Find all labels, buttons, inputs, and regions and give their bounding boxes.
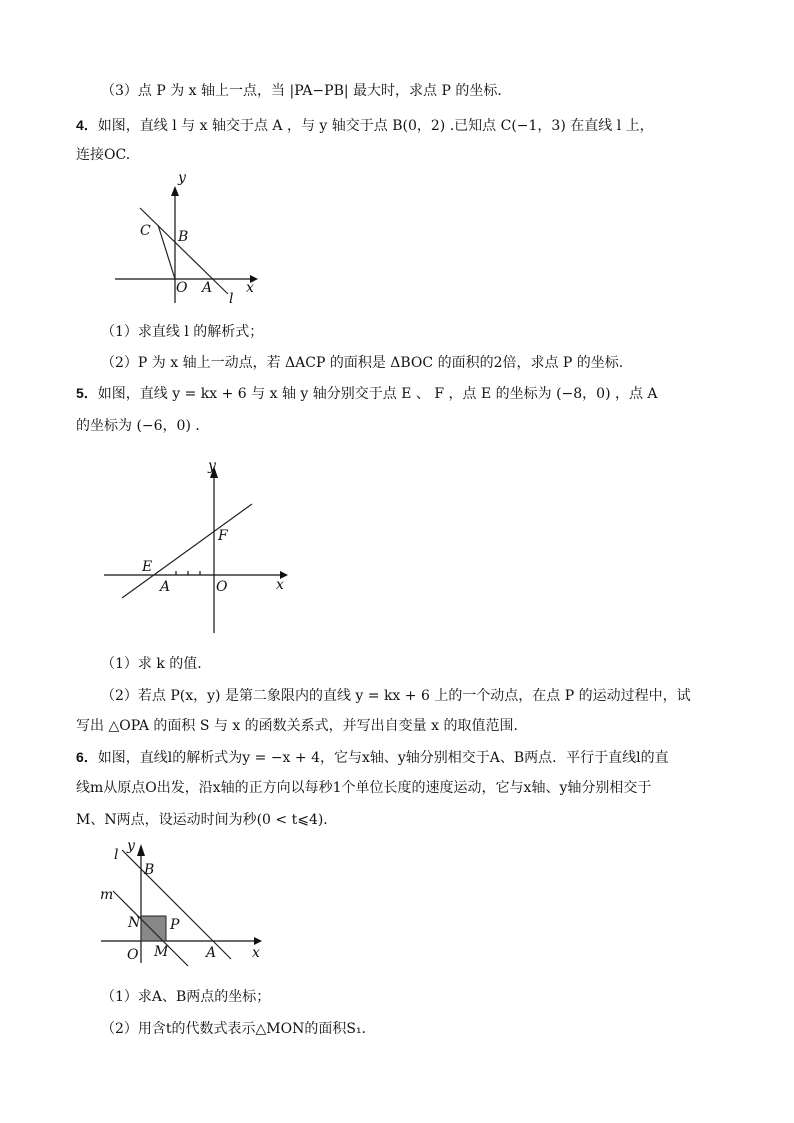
q5-label-a: A (160, 579, 171, 595)
q6-label-b: B (144, 862, 155, 878)
q5-figure (100, 458, 300, 638)
q6-stem-line3: M、N两点，设运动时间为秒(0 < t⩽4)． (76, 812, 338, 828)
q4-label-l: l (229, 291, 234, 307)
q5-label-f: F (218, 528, 228, 544)
q4-part1: （1）求直线 l 的解析式； (101, 324, 264, 340)
q4-stem-text1: 如图，直线 l 与 x 轴交于点 A ，与 y 轴交于点 B(0，2) .已知点 C(−1，3) 在直线 l 上， (97, 118, 654, 134)
q6-label-y: y (127, 838, 135, 854)
q5-stem-text1: 如图，直线 y = kx + 6 与 x 轴 y 轴分别交于点 E 、 F ，点 E 的坐标为 (−8，0) ，点 A (97, 386, 658, 402)
q5-stem-line2: 的坐标为 (−6，0) ． (76, 418, 210, 434)
q4-figure (110, 168, 270, 308)
q5-number: 5． (76, 385, 98, 401)
q5-stem-line1 (76, 383, 658, 404)
q4-part2: （2）P 为 x 轴上一动点，若 ΔACP 的面积是 ΔBOC 的面积的2倍，求点 P 的坐标. (101, 355, 624, 371)
q6-label-p: P (170, 917, 180, 933)
q5-part2-line1: （2）若点 P(x，y) 是第二象限内的直线 y = kx + 6 上的一个动点，在点 P 的运动过程中，试 (101, 688, 691, 704)
q4-label-b: B (178, 229, 189, 245)
q6-figure (96, 838, 276, 968)
q6-stem-line1 (76, 747, 669, 768)
q6-stem-line2: 线m从原点O出发，沿x轴的正方向以每秒1个单位长度的速度运动，它与x轴、y轴分别相交于 (76, 780, 652, 796)
q6-label-l: l (114, 847, 119, 863)
q5-label-o: O (216, 579, 228, 595)
q4-label-a: A (202, 280, 213, 296)
q4-label-x: x (246, 280, 254, 296)
q5-line-ef (122, 504, 252, 598)
q6-stem-text1: 如图，直线l的解析式为y = −x + 4，它与x轴、y轴分别相交于A、B两点．平行于直线l的直 (97, 750, 669, 766)
q6-shaded-square (141, 916, 166, 941)
q4-stem-line1 (76, 115, 654, 136)
q4-y-arrow (171, 186, 179, 196)
q6-number: 6． (76, 749, 98, 765)
q6-part2: （2）用含t的代数式表示△MON的面积S₁． (101, 1021, 376, 1037)
q4-label-c: C (140, 223, 151, 239)
q6-x-arrow (254, 937, 262, 945)
q5-label-y: y (208, 458, 216, 474)
q6-y-arrow (137, 844, 145, 856)
q4-label-y: y (178, 170, 186, 186)
q5-part2-line2: 写出 △OPA 的面积 S 与 x 的函数关系式，并写出自变量 x 的取值范围． (76, 718, 528, 734)
q6-label-a: A (206, 945, 217, 961)
q4-stem-line2: 连接OC. (76, 147, 131, 163)
q6-label-m-point: M (154, 944, 169, 960)
q5-label-e: E (142, 559, 153, 575)
q3-part3: （3）点 P 为 x 轴上一点，当 |PA−PB| 最大时，求点 P 的坐标． (101, 83, 512, 99)
q5-part1: （1）求 k 的值． (101, 656, 212, 672)
q6-label-o: O (127, 947, 139, 963)
q5-label-x: x (276, 577, 284, 593)
q4-label-o: O (176, 280, 188, 296)
q6-part1: （1）求A、B两点的坐标； (101, 989, 271, 1005)
q4-number: 4． (76, 117, 98, 133)
q6-label-n: N (128, 915, 141, 931)
q6-label-m: m (100, 887, 114, 903)
q6-label-x: x (252, 945, 260, 961)
q6-line-l (122, 850, 231, 959)
